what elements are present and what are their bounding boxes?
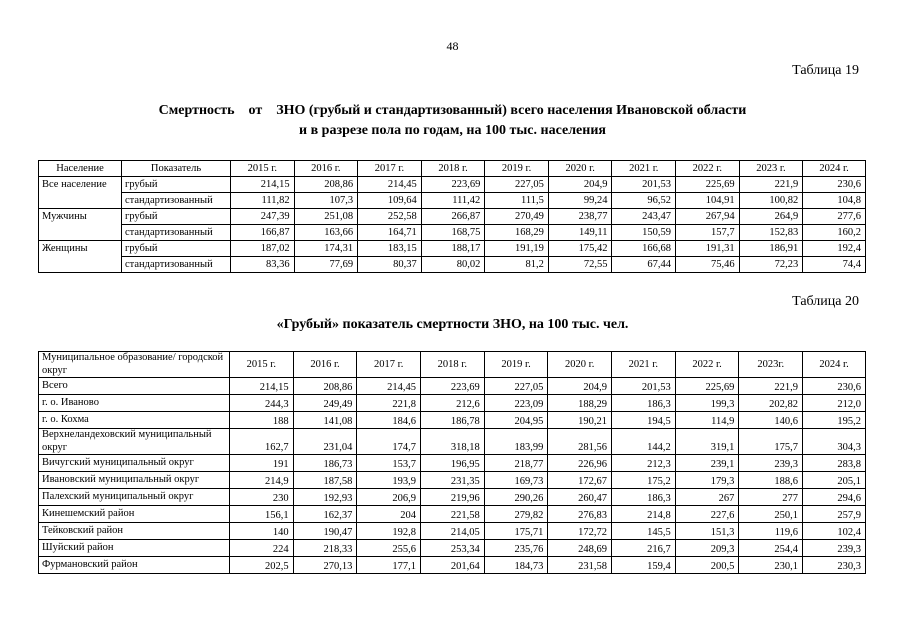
population-cell: Все население [39, 177, 122, 209]
value-cell: 277 [739, 489, 803, 506]
value-cell: 260,47 [548, 489, 612, 506]
column-header: 2015 г. [230, 352, 294, 378]
table-19-title-line2: и в разрезе пола по годам, на 100 тыс. населения [299, 123, 606, 138]
column-header: 2024 г. [803, 352, 866, 378]
value-cell: 195,2 [803, 412, 866, 429]
value-cell: 225,69 [675, 378, 739, 395]
table-row [39, 506, 866, 523]
table-19-label: Таблица 19 [792, 63, 859, 78]
value-cell: 186,73 [293, 455, 357, 472]
value-cell: 191 [230, 455, 294, 472]
table-row [39, 225, 866, 241]
column-header: 2020 г. [548, 352, 612, 378]
column-header: 2018 г. [421, 161, 485, 177]
table-row [39, 177, 866, 193]
column-header: 2020 г. [548, 161, 612, 177]
value-cell: 223,69 [421, 378, 485, 395]
value-cell: 212,0 [803, 395, 866, 412]
value-cell: 201,64 [421, 557, 485, 574]
value-cell: 221,9 [739, 177, 803, 193]
column-header: 2015 г. [231, 161, 295, 177]
value-cell: 186,3 [612, 395, 676, 412]
value-cell: 168,75 [421, 225, 485, 241]
column-header: 2023г. [739, 352, 803, 378]
value-cell: 111,42 [421, 193, 485, 209]
table-19-title-line1: Смертность от ЗНО (грубый и стандартизованный) всего населения Ивановской области [158, 103, 747, 118]
value-cell: 248,69 [548, 540, 612, 557]
value-cell: 188,6 [739, 472, 803, 489]
indicator-cell: стандартизованный [122, 257, 231, 273]
value-cell: 212,6 [421, 395, 485, 412]
value-cell: 214,8 [612, 506, 676, 523]
column-header: 2023 г. [739, 161, 803, 177]
table-row [39, 209, 866, 225]
column-header: 2019 г. [484, 352, 548, 378]
indicator-cell: стандартизованный [122, 225, 231, 241]
table-row [39, 540, 866, 557]
value-cell: 140,6 [739, 412, 803, 429]
value-cell: 304,3 [803, 429, 866, 455]
value-cell: 156,1 [230, 506, 294, 523]
table-row [39, 257, 866, 273]
municipality-name-cell: г. о. Кохма [39, 412, 230, 429]
value-cell: 230,3 [803, 557, 866, 574]
value-cell: 225,69 [676, 177, 740, 193]
value-cell: 175,7 [739, 429, 803, 455]
table-row [39, 412, 866, 429]
value-cell: 204,95 [484, 412, 548, 429]
value-cell: 192,8 [357, 523, 421, 540]
value-cell: 166,87 [231, 225, 295, 241]
value-cell: 230,6 [803, 177, 866, 193]
value-cell: 111,82 [231, 193, 295, 209]
value-cell: 238,77 [548, 209, 612, 225]
table-header-row [39, 161, 866, 177]
value-cell: 223,69 [421, 177, 485, 193]
value-cell: 281,56 [548, 429, 612, 455]
value-cell: 188,29 [548, 395, 612, 412]
value-cell: 257,9 [803, 506, 866, 523]
value-cell: 251,08 [294, 209, 358, 225]
column-header: 2017 г. [357, 352, 421, 378]
value-cell: 162,7 [230, 429, 294, 455]
table-row [39, 378, 866, 395]
value-cell: 214,05 [421, 523, 485, 540]
column-header: 2019 г. [485, 161, 549, 177]
value-cell: 184,73 [484, 557, 548, 574]
value-cell: 77,69 [294, 257, 358, 273]
value-cell: 204 [357, 506, 421, 523]
value-cell: 231,04 [293, 429, 357, 455]
municipality-name-cell: Всего [39, 378, 230, 395]
value-cell: 319,1 [675, 429, 739, 455]
indicator-cell: грубый [122, 177, 231, 193]
value-cell: 218,33 [293, 540, 357, 557]
value-cell: 174,7 [357, 429, 421, 455]
value-cell: 252,58 [358, 209, 422, 225]
value-cell: 175,71 [484, 523, 548, 540]
municipality-name-cell: Палехский муниципальный округ [39, 489, 230, 506]
value-cell: 153,7 [357, 455, 421, 472]
value-cell: 100,82 [739, 193, 803, 209]
value-cell: 226,96 [548, 455, 612, 472]
table-row [39, 455, 866, 472]
municipality-name-cell: Фурмановский район [39, 557, 230, 574]
value-cell: 206,9 [357, 489, 421, 506]
value-cell: 163,66 [294, 225, 358, 241]
value-cell: 186,78 [421, 412, 485, 429]
value-cell: 208,86 [294, 177, 358, 193]
value-cell: 202,82 [739, 395, 803, 412]
value-cell: 253,34 [421, 540, 485, 557]
value-cell: 119,6 [739, 523, 803, 540]
value-cell: 204,9 [548, 177, 612, 193]
value-cell: 201,53 [612, 378, 676, 395]
value-cell: 168,29 [485, 225, 549, 241]
value-cell: 244,3 [230, 395, 294, 412]
value-cell: 166,68 [612, 241, 676, 257]
value-cell: 159,4 [612, 557, 676, 574]
value-cell: 151,3 [675, 523, 739, 540]
value-cell: 254,4 [739, 540, 803, 557]
value-cell: 279,82 [484, 506, 548, 523]
value-cell: 264,9 [739, 209, 803, 225]
value-cell: 190,21 [548, 412, 612, 429]
value-cell: 74,4 [803, 257, 866, 273]
indicator-cell: грубый [122, 241, 231, 257]
value-cell: 157,7 [676, 225, 740, 241]
value-cell: 230,1 [739, 557, 803, 574]
table-20 [38, 351, 866, 574]
value-cell: 81,2 [485, 257, 549, 273]
value-cell: 80,02 [421, 257, 485, 273]
value-cell: 267,94 [676, 209, 740, 225]
value-cell: 72,23 [739, 257, 803, 273]
value-cell: 194,5 [612, 412, 676, 429]
indicator-cell: стандартизованный [122, 193, 231, 209]
value-cell: 172,72 [548, 523, 612, 540]
value-cell: 99,24 [548, 193, 612, 209]
value-cell: 107,3 [294, 193, 358, 209]
value-cell: 149,11 [548, 225, 612, 241]
municipality-name-cell: Шуйский район [39, 540, 230, 557]
value-cell: 270,13 [293, 557, 357, 574]
value-cell: 192,93 [293, 489, 357, 506]
value-cell: 270,49 [485, 209, 549, 225]
value-cell: 214,45 [357, 378, 421, 395]
value-cell: 221,9 [739, 378, 803, 395]
value-cell: 247,39 [231, 209, 295, 225]
value-cell: 152,83 [739, 225, 803, 241]
table-row [39, 523, 866, 540]
value-cell: 219,96 [421, 489, 485, 506]
value-cell: 160,2 [803, 225, 866, 241]
value-cell: 175,42 [548, 241, 612, 257]
value-cell: 218,77 [484, 455, 548, 472]
value-cell: 277,6 [803, 209, 866, 225]
value-cell: 184,6 [357, 412, 421, 429]
value-cell: 96,52 [612, 193, 676, 209]
value-cell: 191,31 [676, 241, 740, 257]
value-cell: 214,9 [230, 472, 294, 489]
municipality-name-cell: г. о. Иваново [39, 395, 230, 412]
value-cell: 83,36 [231, 257, 295, 273]
value-cell: 75,46 [676, 257, 740, 273]
value-cell: 162,37 [293, 506, 357, 523]
value-cell: 186,91 [739, 241, 803, 257]
value-cell: 205,1 [803, 472, 866, 489]
value-cell: 187,02 [231, 241, 295, 257]
table-row [39, 557, 866, 574]
value-cell: 188 [230, 412, 294, 429]
value-cell: 209,3 [675, 540, 739, 557]
value-cell: 318,18 [421, 429, 485, 455]
value-cell: 243,47 [612, 209, 676, 225]
value-cell: 227,6 [675, 506, 739, 523]
value-cell: 193,9 [357, 472, 421, 489]
value-cell: 230,6 [803, 378, 866, 395]
value-cell: 223,09 [484, 395, 548, 412]
indicator-cell: грубый [122, 209, 231, 225]
value-cell: 72,55 [548, 257, 612, 273]
table-header-row [39, 352, 866, 378]
column-header: 2022 г. [676, 161, 740, 177]
value-cell: 221,8 [357, 395, 421, 412]
table-row [39, 489, 866, 506]
value-cell: 267 [675, 489, 739, 506]
value-cell: 114,9 [675, 412, 739, 429]
table-20-title: «Грубый» показатель смертности ЗНО, на 100 тыс. чел. [276, 317, 629, 332]
value-cell: 208,86 [293, 378, 357, 395]
value-cell: 111,5 [485, 193, 549, 209]
value-cell: 144,2 [612, 429, 676, 455]
value-cell: 175,2 [612, 472, 676, 489]
value-cell: 249,49 [293, 395, 357, 412]
column-header: 2024 г. [803, 161, 866, 177]
value-cell: 201,53 [612, 177, 676, 193]
value-cell: 191,19 [485, 241, 549, 257]
value-cell: 266,87 [421, 209, 485, 225]
value-cell: 67,44 [612, 257, 676, 273]
value-cell: 214,45 [358, 177, 422, 193]
value-cell: 187,58 [293, 472, 357, 489]
table-20-label: Таблица 20 [792, 294, 859, 309]
table-row [39, 241, 866, 257]
population-cell: Мужчины [39, 209, 122, 241]
value-cell: 196,95 [421, 455, 485, 472]
column-header: 2021 г. [612, 161, 676, 177]
value-cell: 109,64 [358, 193, 422, 209]
value-cell: 183,15 [358, 241, 422, 257]
value-cell: 239,3 [803, 540, 866, 557]
value-cell: 150,59 [612, 225, 676, 241]
table-row [39, 429, 866, 455]
page-number: 48 [446, 39, 459, 53]
value-cell: 214,15 [230, 378, 294, 395]
value-cell: 231,58 [548, 557, 612, 574]
value-cell: 231,35 [421, 472, 485, 489]
table-row [39, 193, 866, 209]
value-cell: 290,26 [484, 489, 548, 506]
column-header: 2017 г. [358, 161, 422, 177]
population-cell: Женщины [39, 241, 122, 273]
value-cell: 224 [230, 540, 294, 557]
column-header: 2016 г. [293, 352, 357, 378]
value-cell: 183,99 [484, 429, 548, 455]
column-header: Муниципальное образование/ городской округ [39, 352, 230, 378]
value-cell: 230 [230, 489, 294, 506]
value-cell: 204,9 [548, 378, 612, 395]
value-cell: 104,8 [803, 193, 866, 209]
value-cell: 294,6 [803, 489, 866, 506]
value-cell: 172,67 [548, 472, 612, 489]
value-cell: 177,1 [357, 557, 421, 574]
municipality-name-cell: Вичугский муниципальный округ [39, 455, 230, 472]
column-header: Население [39, 161, 122, 177]
municipality-name-cell: Кинешемский район [39, 506, 230, 523]
table-19-title [0, 101, 905, 141]
value-cell: 140 [230, 523, 294, 540]
value-cell: 214,15 [231, 177, 295, 193]
value-cell: 255,6 [357, 540, 421, 557]
column-header: 2016 г. [294, 161, 358, 177]
column-header: 2018 г. [421, 352, 485, 378]
value-cell: 141,08 [293, 412, 357, 429]
column-header: Показатель [122, 161, 231, 177]
value-cell: 104,91 [676, 193, 740, 209]
value-cell: 199,3 [675, 395, 739, 412]
value-cell: 276,83 [548, 506, 612, 523]
value-cell: 174,31 [294, 241, 358, 257]
value-cell: 227,05 [484, 378, 548, 395]
value-cell: 239,3 [739, 455, 803, 472]
value-cell: 164,71 [358, 225, 422, 241]
value-cell: 221,58 [421, 506, 485, 523]
municipality-name-cell: Верхнеландеховский муниципальный округ [39, 429, 230, 455]
value-cell: 239,1 [675, 455, 739, 472]
value-cell: 80,37 [358, 257, 422, 273]
value-cell: 145,5 [612, 523, 676, 540]
value-cell: 102,4 [803, 523, 866, 540]
column-header: 2021 г. [612, 352, 676, 378]
value-cell: 190,47 [293, 523, 357, 540]
municipality-name-cell: Ивановский муниципальный округ [39, 472, 230, 489]
table-row [39, 472, 866, 489]
column-header: 2022 г. [675, 352, 739, 378]
table-row [39, 395, 866, 412]
value-cell: 227,05 [485, 177, 549, 193]
value-cell: 212,3 [612, 455, 676, 472]
value-cell: 186,3 [612, 489, 676, 506]
value-cell: 235,76 [484, 540, 548, 557]
municipality-name-cell: Тейковский район [39, 523, 230, 540]
value-cell: 179,3 [675, 472, 739, 489]
value-cell: 169,73 [484, 472, 548, 489]
value-cell: 216,7 [612, 540, 676, 557]
value-cell: 192,4 [803, 241, 866, 257]
value-cell: 202,5 [230, 557, 294, 574]
value-cell: 250,1 [739, 506, 803, 523]
value-cell: 200,5 [675, 557, 739, 574]
value-cell: 283,8 [803, 455, 866, 472]
value-cell: 188,17 [421, 241, 485, 257]
table-19 [38, 160, 866, 273]
